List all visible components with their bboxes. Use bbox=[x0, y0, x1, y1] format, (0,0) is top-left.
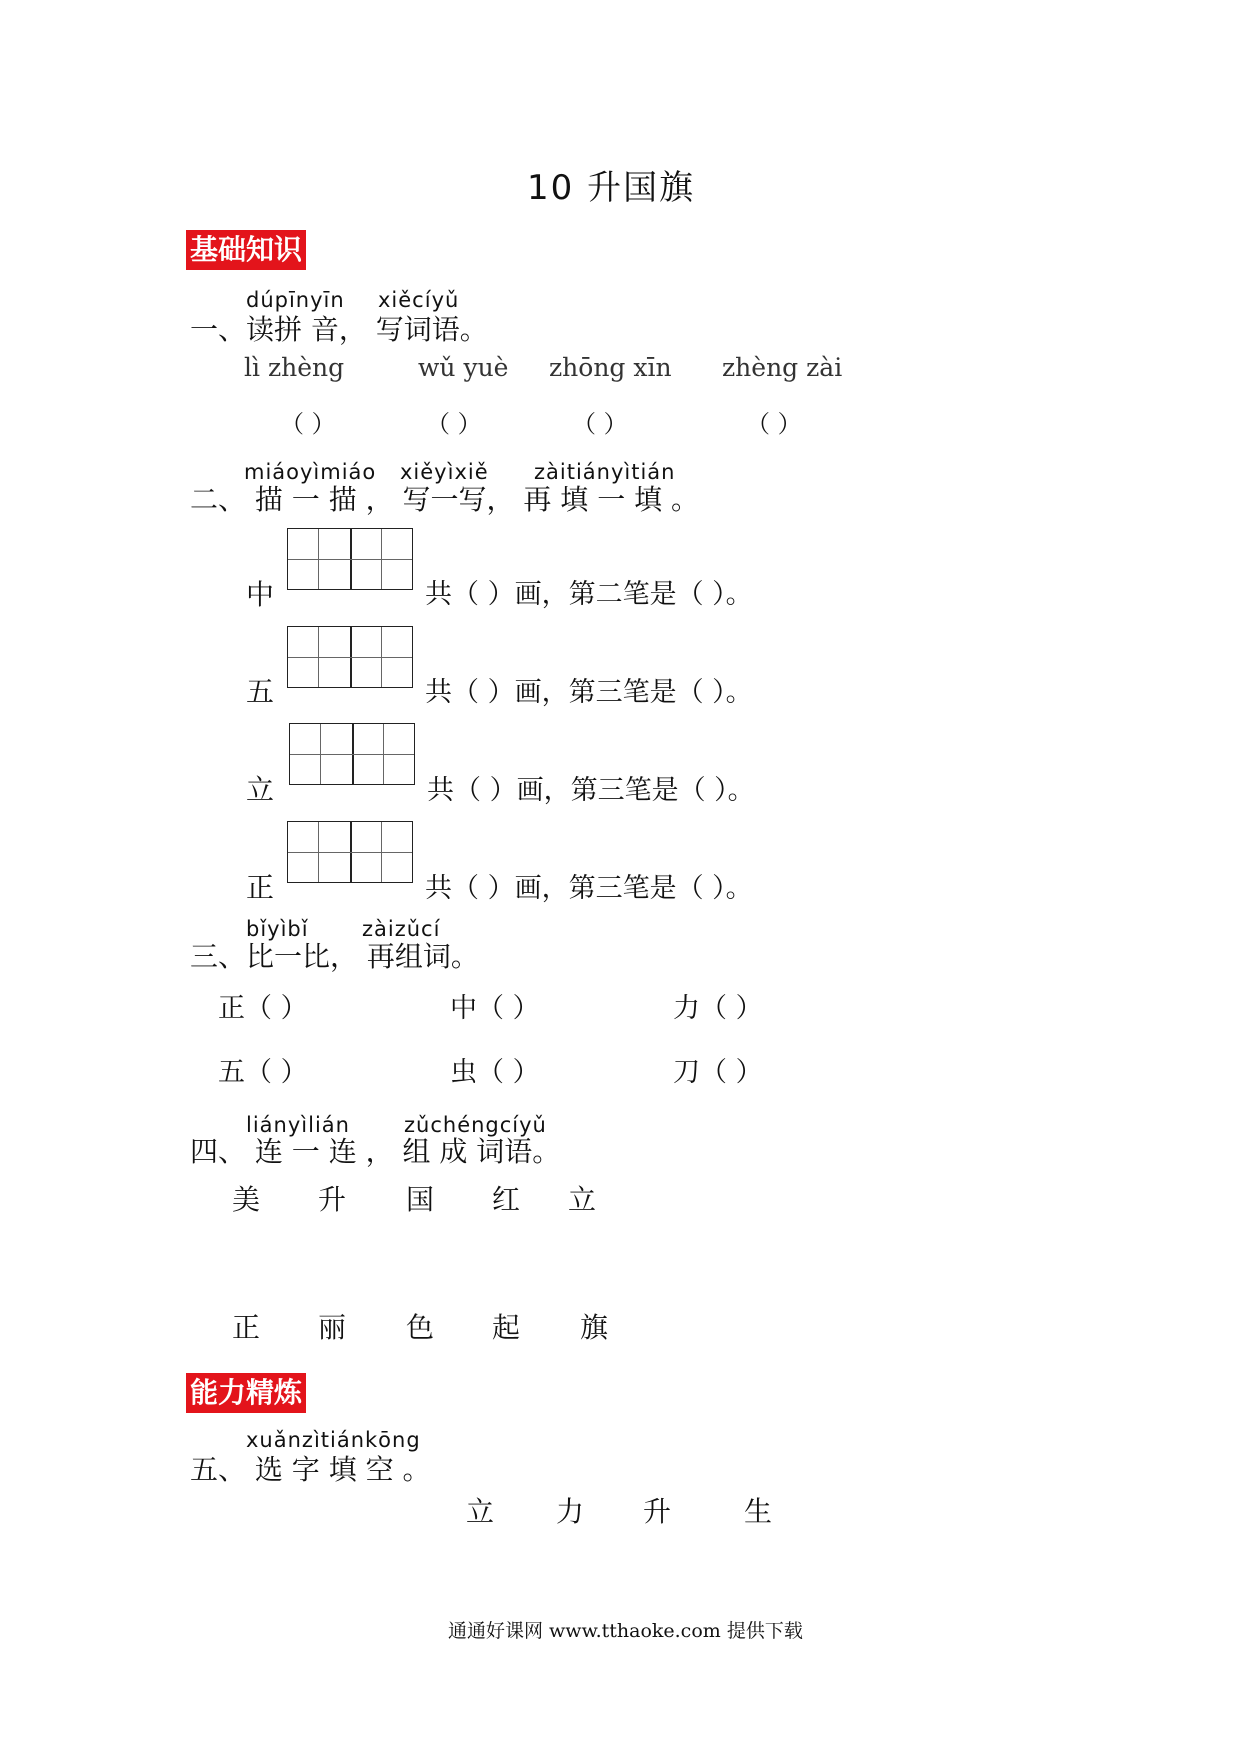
q3-item: 虫（ ） bbox=[450, 1057, 540, 1088]
q4-bottom-char[interactable]: 旗 bbox=[580, 1311, 609, 1344]
q4-label: 四、 连 一 连 ， 组 成 词语。 bbox=[190, 1135, 561, 1168]
q2-pinyin-a: miáoyìmiáo bbox=[244, 460, 377, 484]
q1-pinyin-a: dúpīnyīn bbox=[246, 288, 345, 312]
q4-top-char[interactable]: 立 bbox=[568, 1183, 597, 1216]
q4-bottom-char[interactable]: 正 bbox=[232, 1311, 261, 1344]
section-badge-ability: 能力精炼 bbox=[186, 1373, 306, 1413]
q4-bottom-char[interactable]: 丽 bbox=[318, 1311, 347, 1344]
q1-pinyin-item: wǔ yuè bbox=[418, 353, 509, 382]
q2-row-text: 共（ ）画，第三笔是（ ）。 bbox=[425, 677, 753, 708]
writing-grid[interactable] bbox=[287, 821, 413, 883]
section-badge-basic: 基础知识 bbox=[186, 230, 306, 270]
q1-answer-blank[interactable]: （ ） bbox=[426, 410, 482, 438]
q2-label: 二、 描 一 描 ， 写一写， 再 填 一 填 。 bbox=[190, 483, 700, 516]
q5-pinyin: xuǎnzìtiánkōng bbox=[246, 1428, 421, 1452]
q1-pinyin-item: zhèng zài bbox=[722, 353, 843, 382]
q2-pinyin-c: zàitiányìtián bbox=[534, 460, 676, 484]
q4-top-char[interactable]: 升 bbox=[318, 1183, 347, 1216]
q3-item: 正（ ） bbox=[218, 993, 308, 1024]
q1-pinyin-item: lì zhèng bbox=[244, 353, 345, 382]
q1-answer-blank[interactable]: （ ） bbox=[280, 410, 336, 438]
writing-grid[interactable] bbox=[287, 528, 413, 590]
q2-row-char: 五 bbox=[246, 675, 275, 708]
q3-item: 刀（ ） bbox=[673, 1057, 763, 1088]
q1-answer-blank[interactable]: （ ） bbox=[746, 410, 802, 438]
page-title: 10 升国旗 bbox=[527, 168, 696, 208]
writing-grid[interactable] bbox=[287, 626, 413, 688]
q4-top-char[interactable]: 国 bbox=[406, 1183, 435, 1216]
q5-option: 立 bbox=[466, 1495, 495, 1528]
q4-pinyin-b: zǔchéngcíyǔ bbox=[404, 1113, 547, 1137]
q4-top-char[interactable]: 红 bbox=[492, 1183, 521, 1216]
q2-row-char: 中 bbox=[246, 578, 275, 611]
q3-item: 力（ ） bbox=[673, 993, 763, 1024]
q2-pinyin-b: xiěyìxiě bbox=[400, 460, 489, 484]
q2-row-char: 正 bbox=[246, 871, 275, 904]
q5-option: 力 bbox=[556, 1495, 585, 1528]
writing-grid[interactable] bbox=[289, 723, 415, 785]
q4-pinyin-a: liányìlián bbox=[246, 1113, 350, 1137]
q4-bottom-char[interactable]: 色 bbox=[406, 1311, 435, 1344]
q5-label: 五、 选 字 填 空 。 bbox=[190, 1453, 431, 1486]
q2-row-text: 共（ ）画，第三笔是（ ）。 bbox=[425, 873, 753, 904]
q5-option: 升 bbox=[643, 1495, 672, 1528]
q1-pinyin-item: zhōng xīn bbox=[549, 353, 672, 382]
q5-option: 生 bbox=[744, 1495, 773, 1528]
q4-top-char[interactable]: 美 bbox=[232, 1183, 261, 1216]
q4-bottom-char[interactable]: 起 bbox=[492, 1311, 521, 1344]
q3-pinyin-b: zàizǔcí bbox=[362, 917, 441, 941]
q3-label: 三、比一比， 再组词。 bbox=[190, 940, 479, 973]
q3-item: 五（ ） bbox=[218, 1057, 308, 1088]
q3-pinyin-a: bǐyìbǐ bbox=[246, 917, 309, 941]
q2-row-text: 共（ ）画，第二笔是（ ）。 bbox=[425, 579, 753, 610]
q1-label: 一、读拼 音， 写词语。 bbox=[190, 313, 488, 346]
q2-row-char: 立 bbox=[246, 773, 275, 806]
q3-item: 中（ ） bbox=[450, 993, 540, 1024]
q1-answer-blank[interactable]: （ ） bbox=[572, 410, 628, 438]
q2-row-text: 共（ ）画，第三笔是（ ）。 bbox=[427, 775, 755, 806]
footer-text: 通通好课网 www.tthaoke.com 提供下载 bbox=[448, 1620, 803, 1642]
q1-pinyin-b: xiěcíyǔ bbox=[378, 288, 460, 312]
